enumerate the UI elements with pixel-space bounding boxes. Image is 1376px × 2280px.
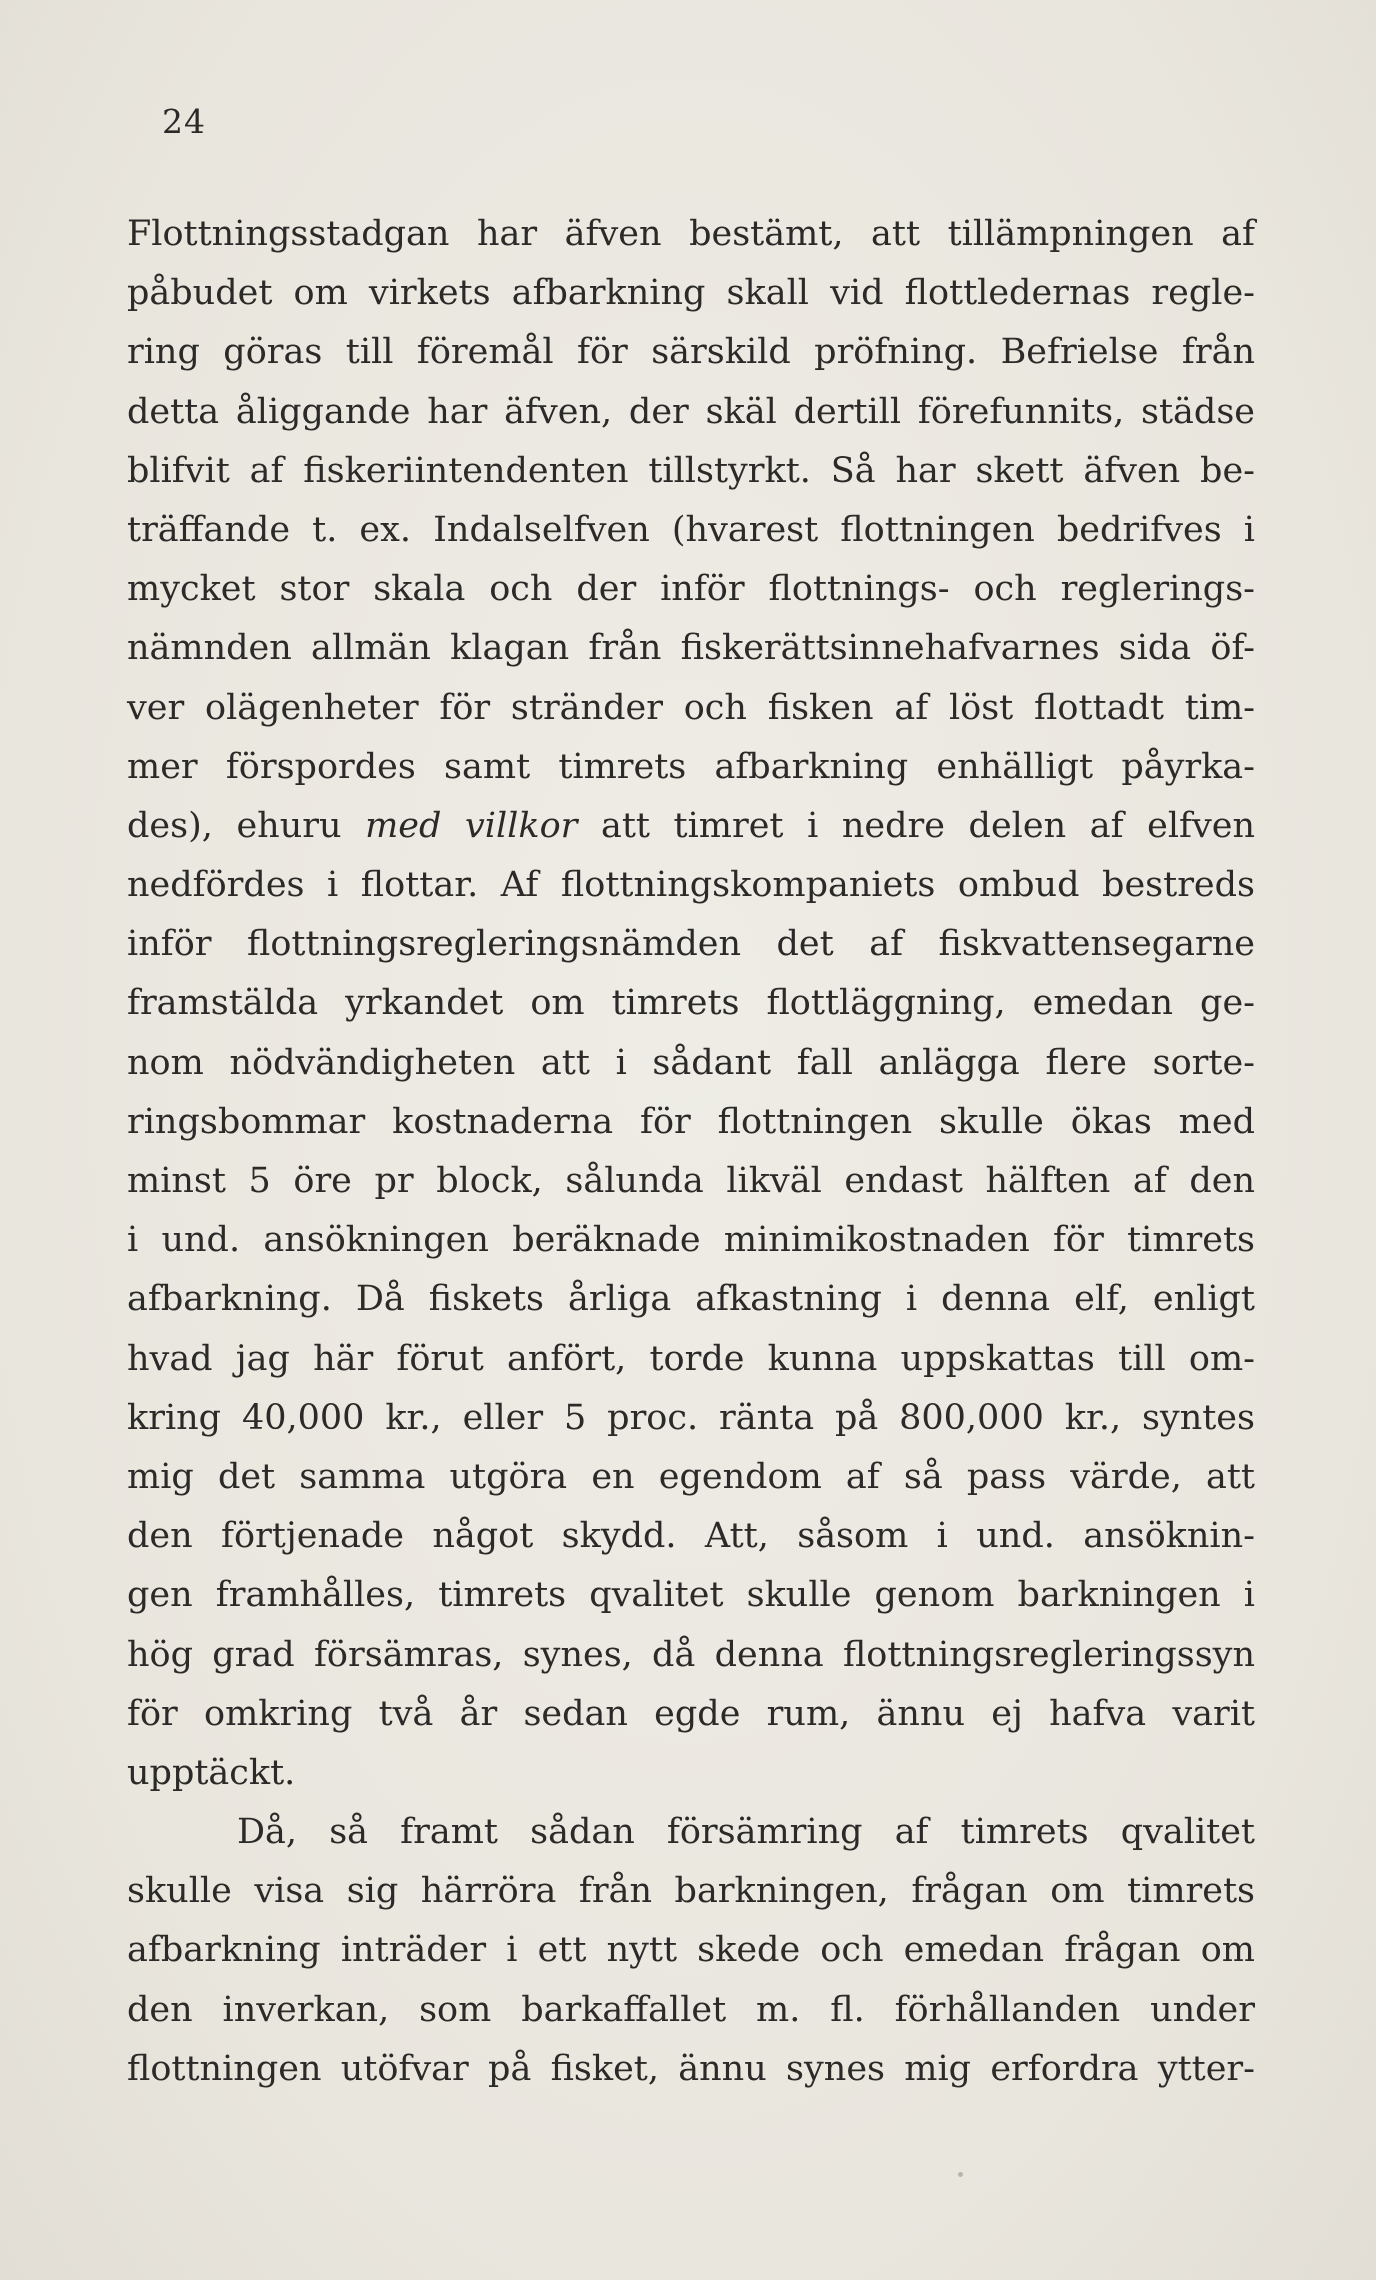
text-line: framstälda yrkandet om timrets flottläggning, emedan ge- — [127, 983, 1255, 1024]
text-line: detta åliggande har äfven, der skäl dertill förefunnits, städse — [127, 391, 1255, 432]
text-line: blifvit af fiskeriintendenten tillstyrkt. Så har skett äfven be- — [127, 450, 1255, 491]
text-line: ringsbommar kostnaderna för flottningen skulle ökas med — [127, 1101, 1255, 1142]
text-line: Flottningsstadgan har äfven bestämt, att tillämpningen af — [127, 214, 1255, 254]
text-line: nämnden allmän klagan från fiskerättsinnehafvarnes sida öf- — [127, 628, 1255, 669]
text-segment: des), ehuru — [127, 805, 366, 846]
text-line: påbudet om virkets afbarkning skall vid flottledernas regle- — [127, 273, 1255, 314]
text-line: mycket stor skala och der inför flottnings- och reglerings- — [127, 569, 1255, 610]
text-line: inför flottningsregleringsnämden det af fiskvattensegarne — [127, 924, 1255, 965]
text-line: afbarkning inträder i ett nytt skede och emedan frågan om — [127, 1930, 1255, 1971]
text-line: i und. ansökningen beräknade minimikostnaden för timrets — [127, 1220, 1255, 1261]
text-line: hög grad försämras, synes, då denna flottningsregleringssyn — [127, 1634, 1255, 1675]
paragraph-end-line: upptäckt. — [127, 1752, 296, 1793]
text-line: den förtjenade något skydd. Att, såsom i und. ansöknin- — [127, 1516, 1255, 1557]
text-line: mig det samma utgöra en egendom af så pass värde, att — [127, 1456, 1255, 1497]
paper-speck — [958, 2172, 963, 2177]
text-line: nom nödvändigheten att i sådant fall anlägga flere sorte- — [127, 1042, 1255, 1083]
text-line: ring göras till föremål för särskild pröfning. Befrielse från — [127, 332, 1255, 373]
text-line: gen framhålles, timrets qvalitet skulle genom barkningen i — [127, 1575, 1255, 1616]
page-number: 24 — [162, 102, 206, 141]
body-text — [127, 205, 1255, 2099]
text-line: den inverkan, som barkaffallet m. fl. förhållanden under — [127, 1989, 1255, 2030]
italic-emphasis: med villkor — [365, 805, 578, 846]
text-line: skulle visa sig härröra från barkningen, frågan om timrets — [127, 1871, 1255, 1912]
text-line: hvad jag här förut anfört, torde kunna uppskattas till om- — [127, 1338, 1255, 1379]
text-line: för omkring två år sedan egde rum, ännu ej hafva varit — [127, 1693, 1255, 1734]
text-line: mer förspordes samt timrets afbarkning enhälligt påyrka- — [127, 746, 1255, 787]
text-line: afbarkning. Då fiskets årliga afkastning i denna elf, enligt — [127, 1279, 1255, 1320]
text-line — [127, 797, 1255, 856]
paragraph-start-line: Då, så framt sådan försämring af timrets qvalitet — [237, 1812, 1255, 1853]
text-line: flottningen utöfvar på fisket, ännu synes mig erfordra ytter- — [127, 2048, 1255, 2089]
text-line: kring 40,000 kr., eller 5 proc. ränta på 800,000 kr., syntes — [127, 1397, 1255, 1438]
text-line: träffande t. ex. Indalselfven (hvarest flottningen bedrifves i — [127, 509, 1255, 550]
text-line: nedfördes i flottar. Af flottningskompaniets ombud bestreds — [127, 865, 1255, 906]
text-line: minst 5 öre pr block, sålunda likväl endast hälften af den — [127, 1161, 1255, 1201]
text-segment: att timret i nedre delen af elfven — [577, 805, 1255, 846]
text-line: ver olägenheter för stränder och fisken af löst flottadt tim- — [127, 687, 1255, 728]
